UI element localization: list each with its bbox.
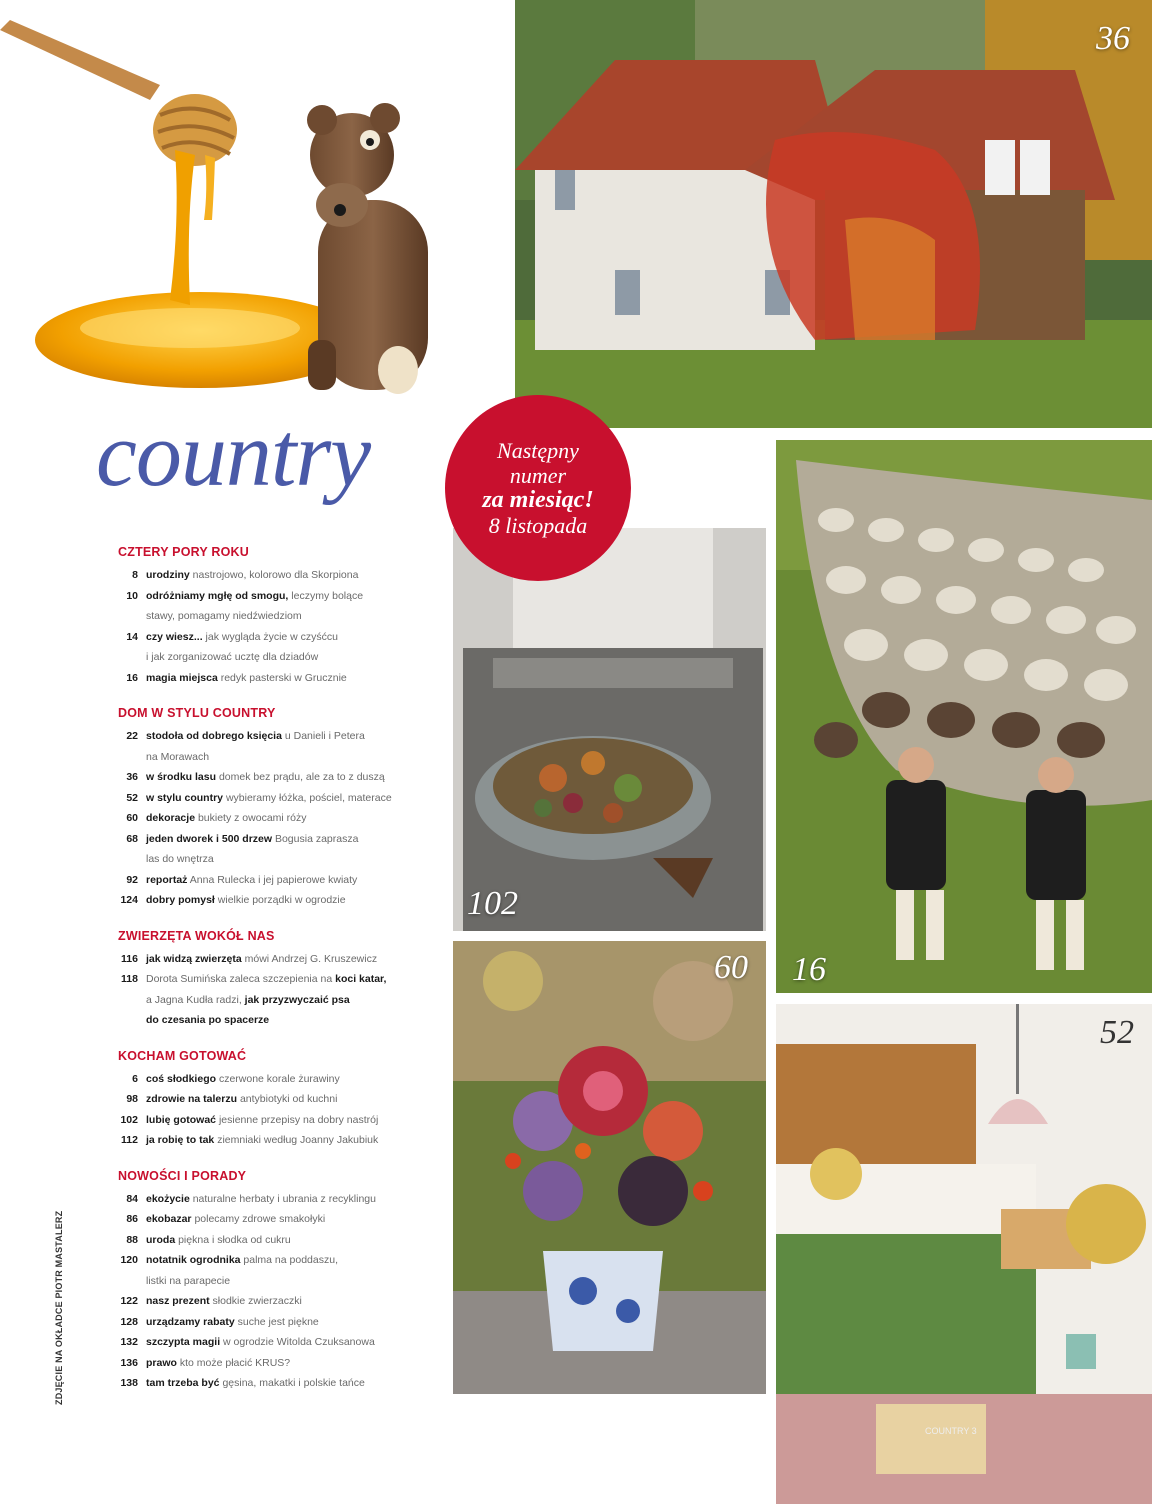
toc-page-number (88, 849, 146, 870)
toc-entry[interactable] (88, 1189, 448, 1210)
toc-entry-text (146, 1089, 448, 1110)
toc-entry-title: magia miejsca (146, 671, 218, 684)
toc-entry-description: naturalne herbaty i ubrania z recyklingu (192, 1192, 376, 1205)
toc-entry[interactable] (88, 1291, 448, 1312)
toc-entry-description: mówi Andrzej G. Kruszewicz (244, 952, 378, 965)
toc-page-number: 102 (120, 1113, 138, 1126)
toc-entry-description: domek bez prądu, ale za to z duszą (218, 771, 385, 783)
toc-entry-text (146, 1069, 448, 1090)
toc-entry-text (146, 1250, 448, 1271)
toc-page-number: 6 (132, 1072, 138, 1085)
toc-entry-text (146, 829, 448, 850)
toc-entry[interactable] (88, 1373, 448, 1394)
toc-page-number: 68 (126, 832, 138, 845)
toc-page-number: 52 (126, 791, 138, 804)
footer-page-number: COUNTRY 3 (925, 1426, 977, 1436)
next-issue-badge (445, 395, 631, 581)
toc-entry-text (146, 890, 448, 911)
toc-entry[interactable] (88, 586, 448, 607)
toc-entry-title: prawo (146, 1356, 177, 1369)
toc-page-number: 22 (126, 730, 138, 742)
toc-page-number: 92 (126, 873, 138, 886)
toc-entry-description: piękna i słodka od cukru (178, 1233, 291, 1246)
toc-entry[interactable] (88, 969, 448, 990)
toc-page-number: 122 (120, 1295, 138, 1307)
toc-entry[interactable] (88, 1332, 448, 1353)
toc-entry-description: słodkie zwierzaczki (212, 1295, 302, 1307)
toc-entry-text (146, 808, 448, 829)
toc-section (88, 706, 448, 911)
toc-entry-prefix: a Jagna Kudła radzi, (146, 993, 242, 1006)
toc-entry[interactable] (88, 1209, 448, 1230)
honey-and-bear-illustration (0, 20, 440, 420)
toc-entry-description: polecamy zdrowe smakołyki (194, 1213, 326, 1225)
photo-salad[interactable] (453, 528, 766, 931)
toc-page-number: 8 (132, 569, 138, 581)
toc-entry[interactable] (88, 1271, 448, 1292)
cover-photo-credit: ZDJĘCIE NA OKŁADCE PIOTR MASTALERZ (54, 1210, 64, 1405)
toc-page-number (88, 1010, 146, 1031)
photo-page-number: 60 (714, 949, 748, 986)
toc-entry-title: ja robię to tak (146, 1134, 215, 1146)
toc-page-number: 10 (126, 589, 138, 602)
toc-entry[interactable] (88, 1312, 448, 1333)
toc-section-title: KOCHAM GOTOWAĆ (118, 1048, 247, 1063)
toc-section (88, 1169, 448, 1394)
toc-page-number: 120 (120, 1254, 138, 1266)
toc-entry-text (146, 1110, 448, 1131)
toc-entry-title: czy wiesz... (146, 630, 203, 643)
toc-entry-description: ziemniaki według Joanny Jakubiuk (217, 1134, 379, 1146)
toc-entry[interactable] (88, 849, 448, 870)
toc-entry-description: wielkie porządki w ogrodzie (217, 894, 346, 906)
toc-page-number: 14 (126, 630, 138, 643)
toc-entry-text (146, 1291, 448, 1312)
toc-entry-description: jak wygląda życie w czyśćcu (205, 630, 339, 643)
toc-entry-title: tam trzeba być (146, 1377, 220, 1389)
toc-entry-text (146, 1373, 448, 1394)
toc-entry-description: leczymy bolące (291, 589, 364, 602)
toc-entry-description: Anna Rulecka i jej papierowe kwiaty (189, 873, 358, 886)
toc-section (88, 1049, 448, 1151)
toc-entry-title: dekoracje (146, 812, 196, 824)
photo-flowers[interactable] (453, 941, 766, 1394)
toc-page-number (88, 1271, 146, 1292)
toc-section-title: DOM W STYLU COUNTRY (118, 706, 276, 720)
toc-page-number: 36 (126, 771, 138, 783)
toc-entry-text (146, 1332, 448, 1353)
toc-page-number: 136 (120, 1356, 138, 1369)
toc-entry-text (146, 1353, 448, 1374)
toc-entry[interactable] (88, 565, 448, 586)
toc-entry-text (146, 990, 448, 1011)
toc-page-number: 60 (126, 812, 138, 824)
toc-entry[interactable] (88, 870, 448, 891)
toc-entry-title: jeden dworek i 500 drzew (146, 832, 273, 845)
toc-page-number (88, 747, 146, 768)
toc-entry-description: kto może płacić KRUS? (179, 1356, 291, 1369)
toc-entry-title: coś słodkiego (146, 1072, 217, 1085)
toc-entry[interactable] (88, 1089, 448, 1110)
toc-entry[interactable] (88, 1230, 448, 1251)
toc-entry-text (146, 870, 448, 891)
toc-entry-title: ekobazar (146, 1213, 192, 1225)
toc-entry-title: jak przyzwyczaić psa (244, 993, 350, 1006)
toc-entry-text (146, 627, 448, 648)
toc-entry[interactable] (88, 829, 448, 850)
toc-entry-description: u Danieli i Petera (284, 730, 365, 742)
toc-entry[interactable] (88, 1250, 448, 1271)
badge-line-4: 8 listopada (488, 513, 588, 538)
toc-entry[interactable] (88, 1130, 448, 1151)
toc-entry[interactable] (88, 1353, 448, 1374)
toc-entry-text (146, 726, 448, 747)
toc-entry-title: w stylu country (146, 791, 224, 804)
toc-entry-title: urządzamy rabaty (146, 1315, 235, 1328)
toc-entry[interactable] (88, 990, 448, 1011)
toc-entry-description: Bogusia zaprasza (274, 832, 359, 845)
toc-page-number: 16 (126, 671, 138, 684)
toc-entry-text (146, 1209, 448, 1230)
toc-entry-text (146, 969, 448, 990)
photo-sheep[interactable] (776, 440, 1152, 993)
toc-entry[interactable] (88, 647, 448, 668)
toc-entry-title: jak widzą zwierzęta (146, 952, 242, 965)
table-of-contents (88, 545, 448, 1412)
badge-line-1: Następny (497, 438, 579, 463)
toc-entry[interactable] (88, 788, 448, 809)
toc-page-number (88, 990, 146, 1011)
magazine-logo: country (96, 403, 371, 505)
toc-entry-description: antybiotyki od kuchni (239, 1093, 338, 1105)
toc-entry[interactable] (88, 726, 448, 747)
toc-entry-title: koci katar, (335, 973, 387, 985)
toc-entry-title: zdrowie na talerzu (146, 1093, 238, 1105)
toc-entry-title: notatnik ogrodnika (146, 1254, 241, 1266)
toc-entry[interactable] (88, 1110, 448, 1131)
toc-page-number: 128 (120, 1315, 138, 1328)
toc-entry[interactable] (88, 767, 448, 788)
toc-entry-text (146, 1271, 448, 1292)
toc-section-title: ZWIERZĘTA WOKÓŁ NAS (118, 928, 275, 943)
toc-entry-text (146, 1130, 448, 1151)
photo-page-number: 16 (792, 951, 826, 988)
toc-entry[interactable] (88, 747, 448, 768)
toc-entry-title: stodoła od dobrego księcia (146, 730, 282, 742)
toc-entry-description: nastrojowo, kolorowo dla Skorpiona (192, 569, 359, 581)
badge-line-2: numer (509, 463, 567, 488)
toc-entry-description: bukiety z owocami róży (197, 812, 307, 824)
toc-entry-title: do czesania po spacerze (146, 1014, 270, 1026)
toc-entry[interactable] (88, 949, 448, 970)
toc-entry-description: czerwone korale żurawiny (218, 1072, 340, 1085)
toc-entry-description: stawy, pomagamy niedźwiedziom (146, 610, 302, 622)
toc-entry-description: i jak zorganizować ucztę dla dziadów (146, 651, 319, 663)
toc-entry-title: reportaż (146, 873, 188, 886)
toc-page-number: 86 (126, 1213, 138, 1225)
toc-entry-text (146, 949, 448, 970)
toc-section-title: CZTERY PORY ROKU (118, 545, 249, 559)
toc-entry-text (146, 1230, 448, 1251)
toc-entry-description: w ogrodzie Witolda Czuksanowa (223, 1336, 375, 1348)
toc-entry[interactable] (88, 1069, 448, 1090)
toc-page-number (88, 606, 146, 627)
photo-house[interactable] (515, 0, 1152, 428)
toc-entry-description: suche jest piękne (237, 1315, 319, 1328)
toc-entry-description: redyk pasterski w Grucznie (220, 671, 347, 684)
toc-entry-title: nasz prezent (146, 1295, 210, 1307)
toc-entry-text (146, 1010, 448, 1031)
toc-page-number: 88 (126, 1233, 138, 1246)
toc-entry-title: w środku lasu (146, 771, 217, 783)
toc-entry-text (146, 647, 448, 668)
toc-entry-description: gęsina, makatki i polskie tańce (222, 1377, 365, 1389)
toc-page-number (88, 647, 146, 668)
toc-page-number: 98 (126, 1093, 138, 1105)
toc-page-number: 118 (121, 973, 138, 985)
toc-entry-title: urodziny (146, 569, 190, 581)
toc-entry-text (146, 586, 448, 607)
toc-entry-text (146, 849, 448, 870)
toc-entry-text (146, 767, 448, 788)
photo-page-number: 52 (1100, 1014, 1134, 1051)
toc-entry-text (146, 747, 448, 768)
toc-entry-description: listki na parapecie (146, 1274, 231, 1287)
toc-entry[interactable] (88, 1010, 448, 1031)
toc-section-title: NOWOŚCI I PORADY (118, 1168, 247, 1183)
toc-entry-description: las do wnętrza (146, 853, 214, 865)
toc-entry-text (146, 1189, 448, 1210)
toc-entry-text (146, 788, 448, 809)
toc-section (88, 929, 448, 1031)
toc-page-number: 124 (120, 894, 138, 906)
toc-entry-description: na Morawach (146, 750, 210, 763)
toc-entry-text (146, 668, 448, 689)
photo-page-number: 102 (467, 885, 518, 922)
toc-entry[interactable] (88, 606, 448, 627)
toc-entry[interactable] (88, 808, 448, 829)
toc-entry[interactable] (88, 890, 448, 911)
toc-entry-description: jesienne przepisy na dobry nastrój (218, 1113, 379, 1126)
toc-page-number: 116 (121, 952, 138, 965)
toc-entry[interactable] (88, 668, 448, 689)
toc-page-number: 112 (121, 1134, 138, 1146)
toc-entry-title: dobry pomysł (146, 894, 215, 906)
toc-entry-title: lubię gotować (146, 1113, 217, 1126)
toc-entry-text (146, 606, 448, 627)
toc-entry[interactable] (88, 627, 448, 648)
badge-line-3: za miesiąc! (482, 487, 594, 513)
toc-section (88, 545, 448, 688)
toc-entry-title: ekożycie (146, 1192, 190, 1205)
photo-page-number: 36 (1096, 20, 1130, 57)
toc-entry-title: odróżniamy mgłę od smogu, (146, 589, 289, 602)
toc-entry-title: uroda (146, 1233, 176, 1246)
toc-page-number: 84 (126, 1192, 138, 1205)
toc-entry-description: wybieramy łóżka, pościel, materace (225, 791, 392, 804)
toc-entry-title: szczypta magii (146, 1336, 221, 1348)
toc-entry-text (146, 565, 448, 586)
toc-entry-prefix: Dorota Sumińska zaleca szczepienia na (146, 973, 333, 985)
toc-entry-description: palma na poddaszu, (243, 1254, 338, 1266)
toc-entry-text (146, 1312, 448, 1333)
toc-page-number: 132 (120, 1336, 138, 1348)
toc-page-number: 138 (120, 1377, 138, 1389)
